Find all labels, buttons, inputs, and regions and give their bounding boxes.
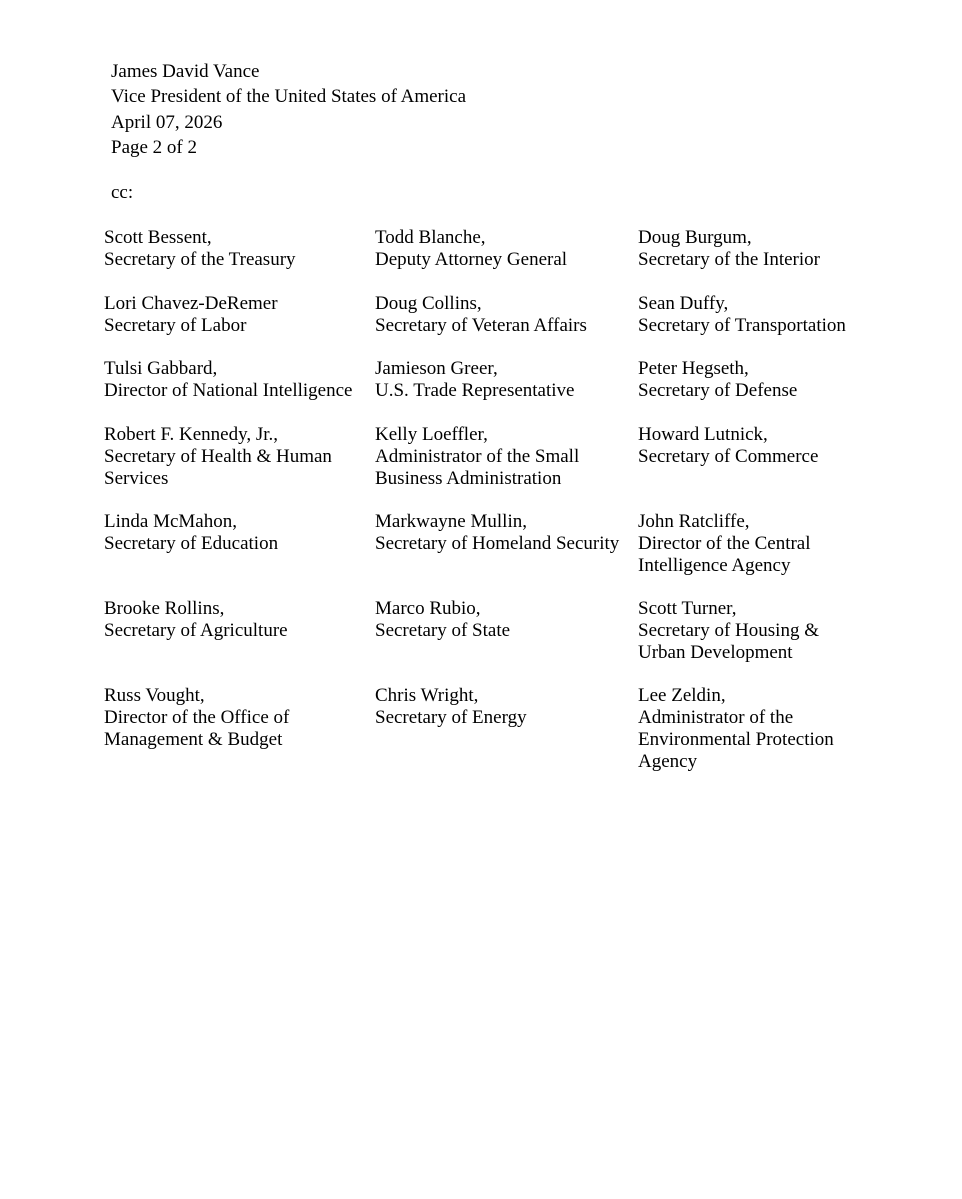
recipient-title: Secretary of Housing & [638, 620, 819, 641]
recipient-title: Urban Development [638, 642, 793, 663]
cc-recipient [104, 227, 296, 271]
recipient-title: Secretary of Transportation [638, 315, 846, 336]
recipient-title: Secretary of Labor [104, 315, 247, 336]
cc-recipient [104, 511, 278, 555]
recipient-title: Secretary of Commerce [638, 446, 819, 467]
recipient-name: Lori Chavez-DeRemer [104, 293, 278, 314]
recipient-title: Intelligence Agency [638, 555, 791, 576]
recipient-name: Russ Vought, [104, 685, 205, 706]
recipient-title: Director of National Intelligence [104, 380, 353, 401]
recipient-name: Scott Bessent, [104, 227, 212, 248]
recipient-name: Chris Wright, [375, 685, 479, 706]
cc-recipient [638, 227, 820, 271]
recipient-title: Administrator of the Small [375, 446, 580, 467]
cc-recipient [375, 424, 579, 490]
cc-recipient [375, 598, 510, 642]
recipient-name: Tulsi Gabbard, [104, 358, 218, 379]
recipient-title: Secretary of Education [104, 533, 279, 554]
cc-recipient [638, 598, 819, 664]
recipient-title: Secretary of State [375, 620, 511, 641]
recipient-title: Secretary of Agriculture [104, 620, 288, 641]
recipient-name: Sean Duffy, [638, 293, 729, 314]
letter-date: April 07, 2026 [111, 111, 223, 133]
cc-recipient [638, 293, 846, 337]
recipient-title: Deputy Attorney General [375, 249, 568, 270]
cc-recipient [375, 293, 587, 337]
recipient-title: Agency [638, 751, 698, 772]
recipient-title: Secretary of the Treasury [104, 249, 296, 270]
recipient-name: Howard Lutnick, [638, 424, 768, 445]
cc-recipient [375, 227, 567, 271]
sender-name: James David Vance [111, 61, 260, 82]
cc-recipient [104, 598, 288, 642]
cc-recipient [375, 685, 527, 729]
recipient-title: Services [104, 468, 169, 489]
cc-recipient [104, 293, 278, 337]
recipient-title: Secretary of Energy [375, 707, 527, 728]
recipient-title: Management & Budget [104, 729, 283, 750]
recipient-name: John Ratcliffe, [638, 511, 750, 532]
cc-recipient [638, 358, 797, 402]
recipient-title: Business Administration [375, 468, 562, 489]
recipient-title: Director of the Office of [104, 707, 290, 728]
recipient-name: Doug Burgum, [638, 227, 752, 248]
recipient-name: Marco Rubio, [375, 598, 481, 619]
recipient-title: Administrator of the [638, 707, 794, 728]
recipient-title: Secretary of Veteran Affairs [375, 315, 587, 336]
recipient-title: Secretary of the Interior [638, 249, 820, 270]
sender-title: Vice President of the United States of America [111, 86, 467, 108]
recipient-name: Linda McMahon, [104, 511, 237, 532]
cc-recipient [375, 358, 574, 402]
recipient-name: Scott Turner, [638, 598, 737, 619]
recipient-name: Kelly Loeffler, [375, 424, 488, 445]
recipient-name: Doug Collins, [375, 293, 482, 314]
recipient-title: Secretary of Defense [638, 380, 798, 401]
cc-recipient [104, 424, 332, 490]
cc-recipient [104, 358, 352, 402]
recipient-name: Peter Hegseth, [638, 358, 749, 379]
cc-recipient [375, 511, 619, 555]
recipient-name: Lee Zeldin, [638, 685, 726, 706]
recipient-title: Secretary of Health & Human [104, 446, 332, 467]
recipient-name: Jamieson Greer, [375, 358, 498, 379]
recipient-name: Brooke Rollins, [104, 598, 225, 619]
recipient-title: Director of the Central [638, 533, 811, 554]
cc-label: cc: [111, 182, 134, 203]
cc-recipient [638, 685, 834, 773]
recipient-name: Markwayne Mullin, [375, 511, 527, 532]
recipient-name: Robert F. Kennedy, Jr., [104, 424, 279, 445]
recipient-title: Secretary of Homeland Security [375, 533, 620, 554]
cc-recipient [638, 424, 818, 468]
recipient-title: Environmental Protection [638, 729, 834, 750]
cc-recipient [638, 511, 811, 577]
cc-recipient [104, 685, 289, 751]
recipient-title: U.S. Trade Representative [375, 380, 575, 401]
page-number: Page 2 of 2 [111, 136, 198, 158]
recipient-name: Todd Blanche, [375, 227, 486, 248]
